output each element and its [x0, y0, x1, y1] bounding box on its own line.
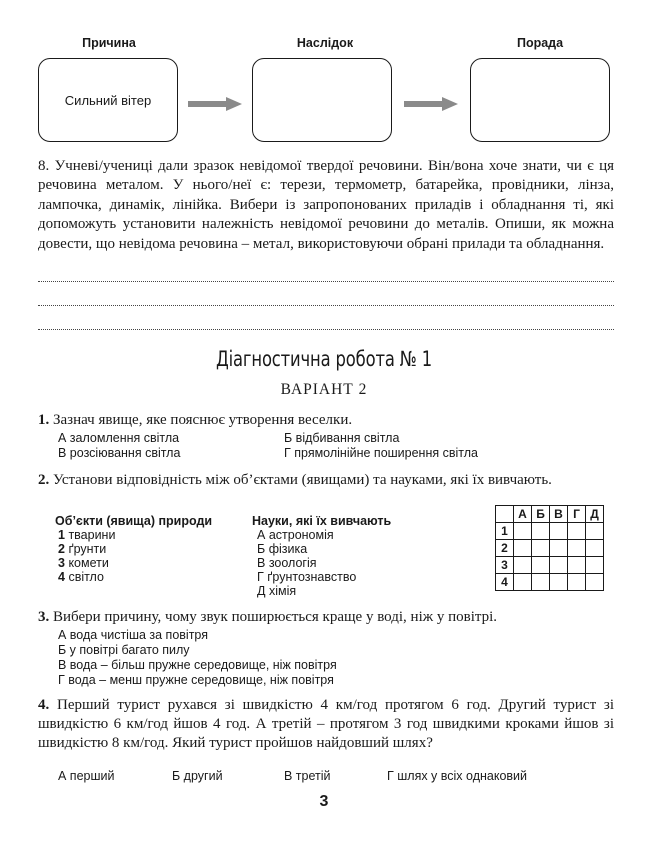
q2-right-item-a: А астрономія	[257, 528, 334, 542]
diagram-box-advice[interactable]	[470, 58, 610, 142]
grid-cell[interactable]	[514, 557, 532, 574]
grid-cell[interactable]	[514, 523, 532, 540]
question-text: Установи відповідність між об’єктами (явищами) та науками, які їх вивчають.	[53, 472, 552, 488]
question-1	[38, 411, 614, 430]
grid-col-header: А	[514, 506, 532, 523]
grid-cell[interactable]	[532, 574, 550, 591]
q4-option-v[interactable]: В третій	[284, 769, 331, 783]
grid-row-header: 4	[496, 574, 514, 591]
grid-cell[interactable]	[550, 540, 568, 557]
grid-cell[interactable]	[532, 540, 550, 557]
grid-cell[interactable]	[586, 557, 604, 574]
q1-option-b[interactable]: Б відбивання світла	[284, 431, 400, 445]
answer-grid	[495, 505, 604, 591]
q2-right-item-d: Д хімія	[257, 584, 297, 598]
question-text: Перший турист рухався зі швидкістю 4 км/год протягом 6 год. Другий турист зі швидкістю 6 км/год йшов 4 год. А третій – протягом 3 год швидкими кроками йшов зі швидкістю 8 км/год. Який турист пройшов найдовший шлях?	[38, 697, 614, 751]
question-2	[38, 471, 614, 490]
q4-option-b[interactable]: Б другий	[172, 769, 223, 783]
grid-cell[interactable]	[532, 523, 550, 540]
q4-option-g[interactable]: Г шлях у всіх однаковий	[387, 769, 528, 783]
question-number: 4.	[38, 697, 50, 713]
grid-corner	[496, 506, 514, 523]
diagram-cause-text: Сильний вітер	[64, 92, 152, 108]
grid-cell[interactable]	[586, 574, 604, 591]
q2-left-header: Об’єкти (явища) природи	[55, 514, 213, 528]
q2-left-item-3: 3 комети	[58, 556, 109, 570]
grid-cell[interactable]	[568, 523, 586, 540]
question-4	[38, 696, 614, 753]
variant-label: ВАРІАНТ 2	[280, 381, 368, 398]
question-number: 1.	[38, 412, 50, 428]
grid-cell[interactable]	[568, 574, 586, 591]
q4-option-a[interactable]: А перший	[58, 769, 115, 783]
diagram-box-cause	[38, 58, 178, 142]
q2-left-item-4: 4 світло	[58, 570, 104, 584]
q3-option-b[interactable]: Б у повітрі багато пилу	[58, 643, 190, 657]
arrow-right-icon	[188, 97, 242, 111]
q2-left-item-2: 2 ґрунти	[58, 542, 107, 556]
answer-line[interactable]	[38, 281, 614, 282]
question-3	[38, 608, 618, 627]
q2-left-item-1: 1 тварини	[58, 528, 116, 542]
grid-cell[interactable]	[568, 540, 586, 557]
grid-cell[interactable]	[550, 574, 568, 591]
q2-right-item-g: Г ґрунтознавство	[257, 570, 357, 584]
grid-col-header: В	[550, 506, 568, 523]
grid-cell[interactable]	[550, 523, 568, 540]
grid-col-header: Г	[568, 506, 586, 523]
grid-cell[interactable]	[532, 557, 550, 574]
grid-cell[interactable]	[586, 523, 604, 540]
page-title: Діагностична робота № 1	[216, 347, 432, 371]
grid-col-header: Б	[532, 506, 550, 523]
grid-cell[interactable]	[568, 557, 586, 574]
diagram-header-cause: Причина	[82, 36, 136, 50]
question-number: 3.	[38, 609, 50, 625]
grid-row-header: 3	[496, 557, 514, 574]
arrow-right-icon	[404, 97, 458, 111]
q3-option-v[interactable]: В вода – більш пружне середовище, ніж повітря	[58, 658, 337, 672]
grid-cell[interactable]	[550, 557, 568, 574]
grid-row-header: 2	[496, 540, 514, 557]
diagram-box-effect[interactable]	[252, 58, 392, 142]
diagram-header-effect: Наслідок	[296, 36, 354, 50]
question-number: 2.	[38, 472, 50, 488]
page-number: 3	[319, 793, 329, 810]
grid-cell[interactable]	[586, 540, 604, 557]
grid-col-header: Д	[586, 506, 604, 523]
q2-right-item-b: Б фізика	[257, 542, 308, 556]
answer-line[interactable]	[38, 329, 614, 330]
grid-row-header: 1	[496, 523, 514, 540]
grid-cell[interactable]	[514, 574, 532, 591]
q2-right-item-v: В зоологія	[257, 556, 317, 570]
grid-cell[interactable]	[514, 540, 532, 557]
q1-option-v[interactable]: В розсіювання світла	[58, 446, 181, 460]
question-text: Вибери причину, чому звук поширюється краще у воді, ніж у повітрі.	[53, 609, 498, 625]
q3-option-a[interactable]: А вода чистіша за повітря	[58, 628, 209, 642]
q3-option-g[interactable]: Г вода – менш пружне середовище, ніж повітря	[58, 673, 334, 687]
q1-option-a[interactable]: А заломлення світла	[58, 431, 180, 445]
q1-option-g[interactable]: Г прямолінійне поширення світла	[284, 446, 478, 460]
task-8-text: 8. Учневі/учениці дали зразок невідомої твердої речовини. Він/вона хоче знати, чи є ця речовина металом. У нього/неї є: терези, термометр, батарейка, провідники, лінза, лампочка, динамік, лінійка. Вибери із запропонованих приладів і обладнання ті, які допоможуть установити належність невідомої речовини до металів. Опиши, як можна довести, що невідома речовина – метал, використовуючи обрані прилади та обладнання.	[38, 158, 614, 252]
q2-right-header: Науки, які їх вивчають	[252, 514, 392, 528]
question-text: Зазнач явище, яке пояснює утворення веселки.	[53, 412, 353, 428]
diagram-header-advice: Порада	[516, 36, 564, 50]
answer-line[interactable]	[38, 305, 614, 306]
